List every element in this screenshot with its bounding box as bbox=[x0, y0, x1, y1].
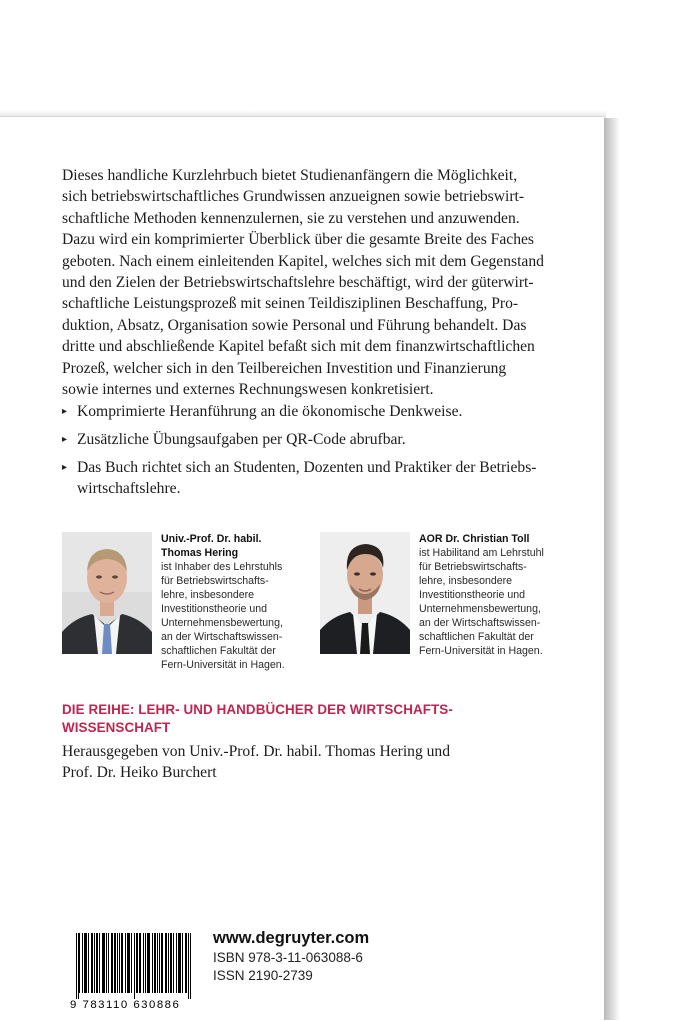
barcode-bar bbox=[190, 933, 191, 999]
barcode-bar bbox=[182, 933, 183, 993]
author-bio-line: für Betriebswirtschafts- bbox=[161, 575, 269, 587]
author-bio-line: Fern-Universität in Hagen. bbox=[419, 645, 543, 657]
barcode-bar bbox=[104, 933, 105, 993]
barcode-bar bbox=[102, 933, 103, 993]
barcode-bar bbox=[129, 933, 130, 993]
barcode-bar bbox=[161, 933, 162, 993]
author-bio-line: Unternehmensbewertung, bbox=[161, 617, 283, 629]
back-cover-page bbox=[0, 116, 604, 1021]
barcode-bar bbox=[154, 933, 155, 993]
barcode-bar bbox=[137, 933, 138, 993]
barcode-bar bbox=[145, 933, 146, 993]
description-line: Dieses handliche Kurzlehrbuch bietet Studienanfängern die Möglichkeit, bbox=[62, 167, 518, 184]
barcode-bar bbox=[188, 933, 189, 999]
barcode-bar bbox=[178, 933, 179, 993]
author-bio-line: lehre, insbesondere bbox=[161, 589, 255, 601]
barcode-bar bbox=[180, 933, 181, 993]
author-name: Univ.-Prof. Dr. habil. bbox=[161, 533, 262, 545]
series-title bbox=[62, 701, 582, 737]
author-bio-line: Unternehmensbewertung, bbox=[419, 603, 541, 615]
publisher-info bbox=[213, 927, 369, 985]
barcode-bar bbox=[148, 933, 149, 993]
barcode-bar bbox=[179, 933, 180, 993]
barcode-bar bbox=[185, 933, 186, 993]
barcode-bar bbox=[162, 933, 163, 993]
author-bio-line: lehre, insbesondere bbox=[419, 575, 513, 587]
barcode-bar bbox=[111, 933, 112, 993]
barcode-bar bbox=[117, 933, 118, 993]
feature-item bbox=[62, 401, 572, 422]
barcode-bar bbox=[79, 933, 80, 993]
barcode-bar bbox=[152, 933, 153, 993]
barcode-bar bbox=[147, 933, 148, 993]
issn-number: ISSN 2190-2739 bbox=[213, 968, 313, 983]
barcode-bar bbox=[76, 933, 77, 999]
barcode-bar bbox=[84, 933, 85, 993]
barcode-bar bbox=[140, 933, 141, 993]
feature-text: Zusätzliche Übungsaufgaben per QR-Code abrufbar. bbox=[77, 431, 406, 448]
barcode-bar bbox=[82, 933, 83, 993]
barcode-bar bbox=[166, 933, 167, 993]
triangle-bullet-icon: ▸ bbox=[62, 462, 68, 473]
author-photo bbox=[62, 532, 152, 654]
feature-list bbox=[62, 401, 572, 506]
feature-text: Komprimierte Heranführung an die ökonomische Denkweise. bbox=[77, 403, 463, 420]
barcode-bar bbox=[131, 933, 132, 993]
author-photo bbox=[320, 532, 410, 654]
feature-item bbox=[62, 429, 572, 450]
description-line: dritte und abschließende Kapitel befaßt sich mit dem finanzwirtschaftlichen bbox=[62, 338, 535, 356]
author-bio-line: ist Habilitand am Lehrstuhl bbox=[419, 547, 544, 559]
barcode-bar bbox=[112, 933, 113, 993]
description-line: schaftliche Methoden kennenzulernen, sie zu verstehen und anzuwenden. bbox=[62, 209, 520, 227]
barcode-bar bbox=[134, 933, 135, 999]
barcode-bar bbox=[171, 933, 172, 993]
barcode-bar bbox=[186, 933, 187, 993]
description-paragraph bbox=[62, 165, 570, 400]
description-line: schaftliche Leistungsprozeß mit seinen Teildisziplinen Beschaffung, Pro- bbox=[62, 295, 519, 313]
barcode-bar bbox=[173, 933, 174, 993]
barcode-bar bbox=[176, 933, 177, 993]
barcode-bar bbox=[127, 933, 128, 993]
author-name: Thomas Hering bbox=[161, 547, 239, 559]
triangle-bullet-icon: ▸ bbox=[62, 434, 68, 445]
author-bio-line: Investitionstheorie und bbox=[161, 603, 268, 615]
feature-text: Das Buch richtet sich an Studenten, Dozenten und Praktiker der Betriebs- bbox=[77, 459, 537, 476]
barcode-bar bbox=[157, 933, 158, 993]
barcode-bar bbox=[119, 933, 120, 993]
author-bio-line: Investitionstheorie und bbox=[419, 589, 526, 601]
author-bio-line: für Betriebswirtschafts- bbox=[419, 561, 527, 573]
author-bio-line: schaftlichen Fakultät der bbox=[161, 645, 276, 657]
barcode-bar bbox=[143, 933, 144, 993]
barcode-bar bbox=[115, 933, 116, 993]
description-line: sich betriebswirtschaftliches Grundwissen anzueignen sowie betriebswirt- bbox=[62, 188, 525, 206]
author-bio-line: schaftlichen Fakultät der bbox=[419, 631, 534, 643]
description-line: duktion, Absatz, Organisation sowie Personal und Führung behandelt. Das bbox=[62, 316, 527, 334]
barcode-bar bbox=[108, 933, 109, 993]
series-title-line: WISSENSCHAFT bbox=[62, 720, 171, 735]
description-line: und den Zielen der Betriebswirtschaftslehre beschäftigt, wird der güterwirt- bbox=[62, 274, 534, 292]
barcode-bar bbox=[125, 933, 126, 993]
author-bio-line: an der Wirtschaftswissen- bbox=[161, 631, 283, 643]
barcode-icon bbox=[68, 933, 196, 999]
description-line: Dazu wird ein komprimierter Überblick über die gesamte Breite des Faches bbox=[62, 231, 534, 249]
barcode-bar bbox=[96, 933, 97, 993]
description-line: geboten. Nach einem einleitenden Kapitel, welches sich mit dem Gegenstand bbox=[62, 252, 544, 270]
barcode-bar bbox=[159, 933, 160, 993]
barcode-bar bbox=[121, 933, 122, 993]
author-bio-line: an der Wirtschaftswissen- bbox=[419, 617, 541, 629]
author-card-hering bbox=[62, 532, 312, 671]
triangle-bullet-icon: ▸ bbox=[62, 406, 68, 417]
author-bio-line: Fern-Universität in Hagen. bbox=[161, 659, 285, 671]
series-title-line: DIE REIHE: LEHR- UND HANDBÜCHER DER WIRTSCHAFTS- bbox=[62, 702, 453, 717]
barcode-bar bbox=[97, 933, 98, 993]
barcode-bar bbox=[139, 933, 140, 993]
description-line: sowie internes und externes Rechnungswesen konkretisiert. bbox=[62, 381, 434, 399]
isbn-number: ISBN 978-3-11-063088-6 bbox=[213, 950, 363, 965]
editors-line: Prof. Dr. Heiko Burchert bbox=[62, 764, 217, 781]
editors-line: Herausgegeben von Univ.-Prof. Dr. habil. Thomas Hering und bbox=[62, 743, 451, 760]
publisher-url[interactable]: www.degruyter.com bbox=[213, 929, 370, 947]
barcode-bar bbox=[103, 933, 104, 993]
barcode-bar bbox=[106, 933, 107, 993]
feature-text: wirtschaftslehre. bbox=[77, 480, 181, 497]
barcode-bar bbox=[91, 933, 92, 993]
barcode-bar bbox=[170, 933, 171, 993]
author-name: AOR Dr. Christian Toll bbox=[419, 533, 530, 545]
page-shadow-right bbox=[604, 118, 620, 1020]
isbn-barcode bbox=[68, 933, 196, 1019]
author-card-toll bbox=[320, 532, 570, 662]
barcode-bar bbox=[136, 933, 137, 993]
author-bio-line: ist Inhaber des Lehrstuhls bbox=[161, 561, 283, 573]
barcode-bar bbox=[122, 933, 123, 993]
barcode-bar bbox=[114, 933, 115, 993]
series-editors bbox=[62, 741, 582, 783]
barcode-bar bbox=[149, 933, 150, 993]
barcode-digits: 9 783110 630886 bbox=[70, 999, 181, 1011]
barcode-bar bbox=[165, 933, 166, 993]
author-bio bbox=[419, 532, 579, 658]
author-bio bbox=[161, 532, 321, 672]
barcode-bar bbox=[85, 933, 86, 993]
barcode-bar bbox=[99, 933, 100, 993]
feature-item bbox=[62, 457, 572, 499]
barcode-bar bbox=[94, 933, 95, 993]
barcode-bar bbox=[88, 933, 89, 993]
description-line: Prozeß, welcher sich in den Teilbereichen Investition und Finanzierung bbox=[62, 359, 507, 377]
barcode-bar bbox=[168, 933, 169, 993]
barcode-bar bbox=[155, 933, 156, 993]
barcode-bar bbox=[92, 933, 93, 993]
barcode-bar bbox=[128, 933, 129, 993]
barcode-bar bbox=[78, 933, 79, 999]
barcode-bar bbox=[86, 933, 87, 993]
